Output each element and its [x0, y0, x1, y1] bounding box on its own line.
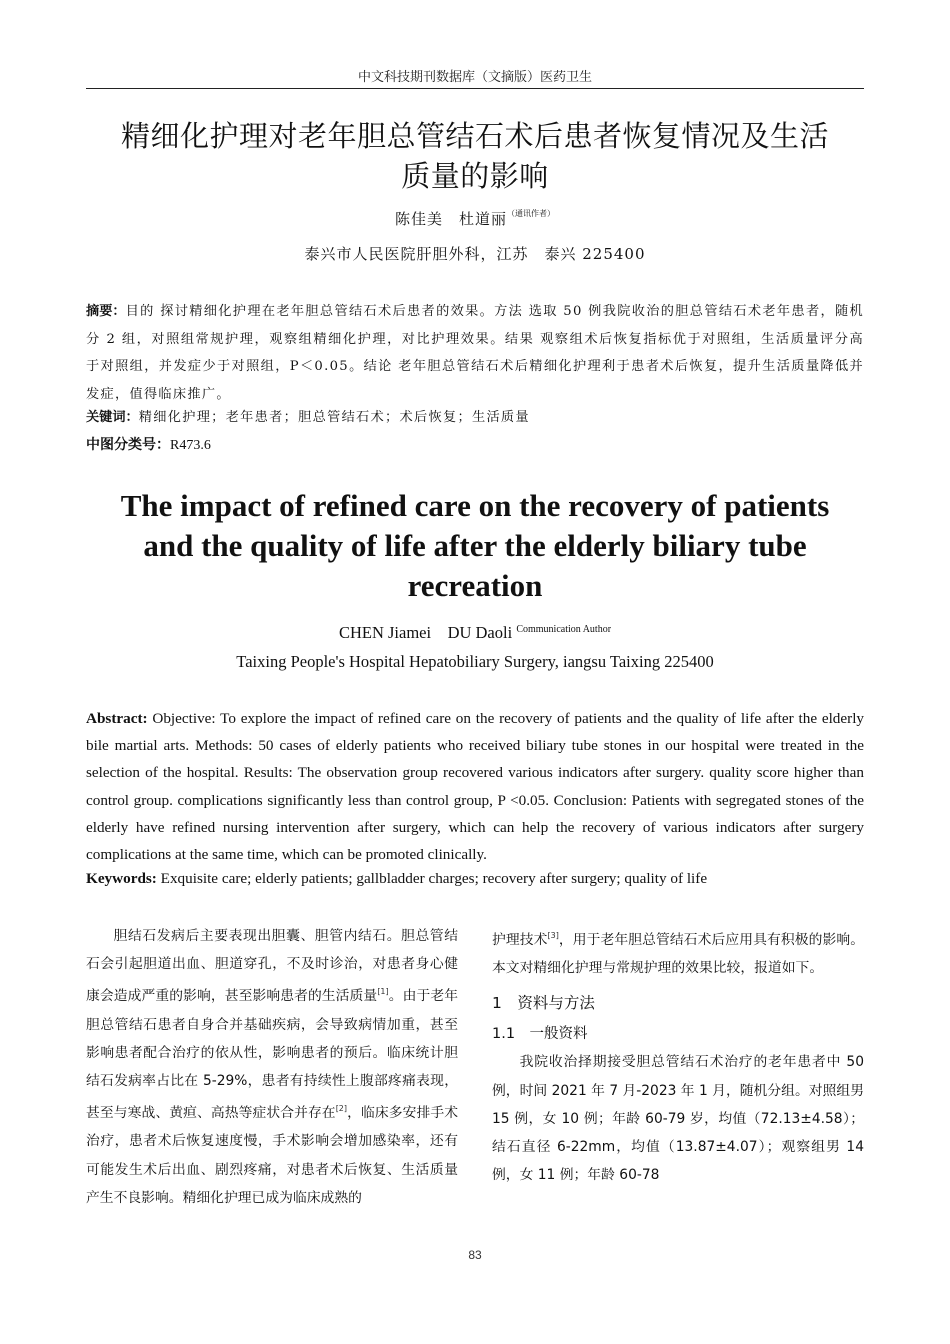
section-heading-1: 1 资料与方法 — [492, 994, 595, 1013]
english-keywords-text: Exquisite care; elderly patients; gallbladder charges; recovery after surgery; quality of life — [160, 870, 708, 887]
intro-continuation-part-2: ，用于老年胆总管结石术后应用具有积极的影响。本文对精细化护理与常规护理的效果比较，报道如下。 — [492, 932, 865, 977]
chinese-affiliation: 泰兴市人民医院肝胆外科，江苏 泰兴 225400 — [304, 245, 646, 263]
classification-label: 中图分类号： — [86, 437, 170, 453]
english-title-line-1: The impact of refined care on the recovery of patients — [120, 488, 830, 523]
subsection-heading-1-1: 1.1 一般资料 — [492, 1026, 588, 1043]
chinese-title — [86, 116, 864, 196]
english-author-note: Communication Author — [516, 624, 612, 635]
chinese-keywords-label: 关键词： — [86, 410, 139, 425]
intro-text-part-2: 。由于老年胆总管结石患者自身合并基础疾病，会导致病情加重，甚至影响患者配合治疗的依从性，影响患者的预后。临床统计胆结石发病率占比在 5-29%，患者有持续性上腹部疼痛表现，甚至与寒战、黄疸、高热等症状合并存在 — [86, 988, 459, 1122]
chinese-title-line-1: 精细化护理对老年胆总管结石术后患者恢复情况及生活 — [120, 119, 829, 153]
chinese-keywords — [86, 406, 864, 425]
journal-header: 中文科技期刊数据库（文摘版）医药卫生 — [357, 70, 592, 85]
body-right-column — [492, 922, 864, 1189]
english-abstract-text: Objective: To explore the impact of refined care on the recovery of patients and the quality of life after the elderly bile martial arts. Methods: 50 cases of elderly patients who received biliary tube stones in our hospital were treated in the selection of the hospital. Results: The observation group recovered various indicators after surgery. quality score higher than control group. complications significantly less than control group, P <0.05. Conclusion: Patients with segregated stones of the elderly have refined nursing intervention after surgery, which can help the recovery of various indicators after surgery complications at the same time, which can be promoted clinically. — [86, 710, 865, 864]
chinese-author-names: 陈佳美 杜道丽 — [394, 210, 507, 228]
body-left-column — [86, 922, 458, 1212]
english-title — [86, 486, 864, 606]
chinese-classification — [86, 434, 864, 454]
citation-2: [2] — [335, 1104, 348, 1114]
intro-text-part-1: 胆结石发病后主要表现出胆囊、胆管内结石。胆总管结石会引起胆道出血、胆道穿孔，不及时诊治，对患者身心健康会造成严重的影响，甚至影响患者的生活质量 — [86, 928, 458, 1005]
page-number: 83 — [468, 1248, 482, 1262]
citation-3: [3] — [547, 931, 559, 940]
chinese-abstract-text: 目的 探讨精细化护理在老年胆总管结石术后患者的效果。方法 选取 50 例我院收治的胆总管结石术老年患者，随机分 2 组，对照组常规护理，观察组精细化护理，对比护理效果。结果 观察组术后恢复指标优于对照组，生活质量评分高于对照组，并发症少于对照组，P＜0.05。结论 老年胆总管结石术后精细化护理利于患者术后恢复，提升生活质量降低并发症，值得临床推广。 — [86, 304, 864, 402]
chinese-authors — [86, 208, 864, 229]
chinese-author-note: （通讯作者） — [507, 209, 555, 218]
english-title-line-2: and the quality of life after the elderly biliary tube — [143, 528, 807, 563]
chinese-abstract — [86, 298, 864, 408]
chinese-title-line-2: 质量的影响 — [401, 159, 549, 193]
chinese-abstract-label: 摘要： — [86, 304, 126, 319]
english-keywords — [86, 870, 864, 888]
classification-code: R473.6 — [170, 438, 211, 453]
header-rule — [86, 88, 864, 89]
chinese-keywords-text: 精细化护理；老年患者；胆总管结石术；术后恢复；生活质量 — [138, 410, 530, 425]
english-authors — [86, 619, 864, 643]
general-data-paragraph: 我院收治择期接受胆总管结石术治疗的老年患者中 50 例，时间 2021 年 7 月-2023 年 1 月，随机分组。对照组男 15 例，女 10 例；年龄 60-79 岁，均值（72.13±4.58）；结石直径 6-22mm，均值（13.87±4.07）；观察组男 14 例，女 11 例；年龄 60-78 — [492, 1054, 864, 1184]
intro-paragraph — [86, 922, 458, 1212]
english-title-line-3: recreation — [407, 568, 543, 603]
english-author-names: CHEN Jiamei DU Daoli — [338, 623, 513, 642]
intro-continuation — [492, 922, 864, 982]
citation-1: [1] — [377, 987, 389, 997]
english-affiliation: Taixing People's Hospital Hepatobiliary Surgery, iangsu Taixing 225400 — [236, 652, 714, 671]
english-abstract-label: Abstract: — [86, 710, 148, 727]
intro-text-part-3: ，临床多安排手术治疗，患者术后恢复速度慢，手术影响会增加感染率，还有可能发生术后出血、剧烈疼痛，对患者术后恢复、生活质量产生不良影响。精细化护理已成为临床成熟的 — [86, 1105, 459, 1206]
intro-continuation-part-1: 护理技术 — [492, 932, 548, 948]
english-keywords-label: Keywords: — [86, 870, 157, 887]
english-abstract — [86, 705, 864, 868]
